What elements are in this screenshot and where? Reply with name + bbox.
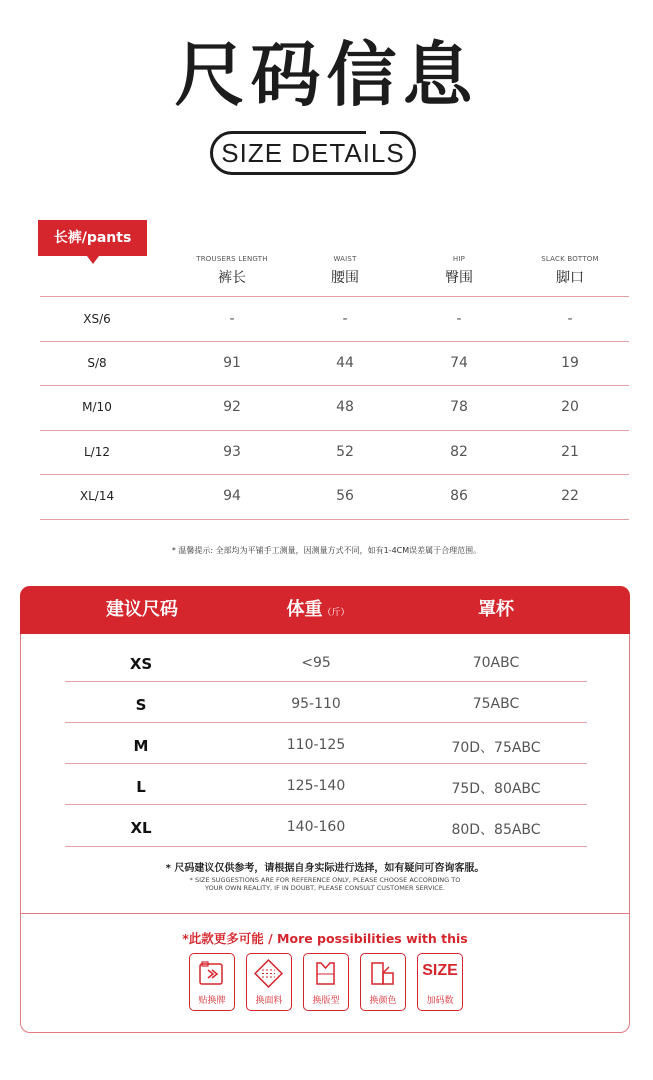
- suggest-cup: 70D、75ABC: [451, 740, 541, 756]
- row-size-label: XS/6: [83, 312, 111, 326]
- suggest-divider: [65, 681, 587, 682]
- style-swap-option: [303, 953, 349, 1011]
- suggest-weight: <95: [301, 655, 331, 671]
- row-size-label: S/8: [87, 356, 107, 370]
- col-header-cn-bottom: 脚口: [556, 270, 584, 286]
- table-divider: [40, 430, 629, 431]
- suggest-weight: 140-160: [286, 819, 346, 835]
- color-swap-icon: [367, 958, 398, 989]
- suggestion-note-en-line1: * SIZE SUGGESTIONS ARE FOR REFERENCE ONLY, PLEASE CHOOSE ACCORDING TO: [189, 876, 461, 884]
- icon-label: 换面料: [255, 996, 283, 1006]
- table-cell: 19: [561, 355, 579, 371]
- measurement-note: * 温馨提示: 全部均为平铺手工测量，因测量方式不同，如有1-4CM误差属于合理范围。: [171, 546, 482, 555]
- row-size-label: XL/14: [79, 489, 115, 503]
- table-cell: 21: [561, 444, 579, 460]
- label-swap-icon: [196, 958, 227, 989]
- suggestion-note: * 尺码建议仅供参考，请根据自身实际进行选择，如有疑问可咨询客服。: [165, 863, 485, 874]
- style-swap-icon: [310, 958, 341, 989]
- suggest-cup: 75D、80ABC: [451, 781, 541, 797]
- table-cell: 74: [450, 355, 468, 371]
- table-cell: -: [456, 311, 462, 327]
- table-cell: 56: [336, 488, 354, 504]
- header-cup: 罩杯: [478, 599, 514, 620]
- suggest-size: S: [135, 696, 147, 714]
- col-header-en-bottom: SLACK BOTTOM: [541, 255, 599, 263]
- page-subtitle: SIZE DETAILS: [221, 138, 405, 168]
- suggest-size: L: [136, 778, 146, 796]
- pants-tag-arrow: [87, 256, 99, 264]
- header-weight-unit: （斤）: [322, 608, 350, 618]
- header-suggested-size: 建议尺码: [106, 599, 178, 620]
- icon-label: 换颜色: [369, 996, 397, 1006]
- row-size-label: L/12: [84, 445, 110, 459]
- col-header-en-hip: HIP: [452, 255, 466, 263]
- more-possibilities-title: *此款更多可能 / More possibilities with this: [182, 931, 468, 946]
- col-header-cn-hip: 臀围: [445, 270, 473, 286]
- fabric-swap-option: [246, 953, 292, 1011]
- suggest-size: XS: [129, 655, 153, 673]
- suggest-size: XL: [130, 819, 152, 837]
- size-add-option: [417, 953, 463, 1011]
- color-swap-option: [360, 953, 406, 1011]
- header-weight-label: 体重: [286, 599, 323, 620]
- table-cell: 44: [336, 355, 354, 371]
- header-weight: [218, 586, 418, 634]
- col-header-en-waist: WAIST: [333, 255, 357, 263]
- pants-tag: 长裤/pants: [38, 220, 147, 256]
- table-cell: 92: [223, 399, 241, 415]
- table-cell: 82: [450, 444, 468, 460]
- suggest-cup: 80D、85ABC: [451, 822, 541, 838]
- row-size-label: M/10: [82, 400, 112, 414]
- suggest-weight: 125-140: [286, 778, 346, 794]
- fabric-swap-icon: [253, 958, 284, 989]
- suggest-divider: [65, 763, 587, 764]
- suggestion-note-en: [160, 876, 490, 892]
- suggest-divider: [65, 846, 587, 847]
- suggest-weight: 110-125: [286, 737, 346, 753]
- table-cell: 78: [450, 399, 468, 415]
- panel-divider: [20, 913, 630, 914]
- table-cell: -: [229, 311, 235, 327]
- table-cell: 86: [450, 488, 468, 504]
- table-divider: [40, 341, 629, 342]
- suggest-divider: [65, 722, 587, 723]
- table-divider: [40, 519, 629, 520]
- suggestion-note-en-line2: YOUR OWN REALITY, IF IN DOUBT, PLEASE CONSULT CUSTOMER SERVICE.: [204, 884, 446, 892]
- table-cell: 20: [561, 399, 579, 415]
- suggest-weight: 95-110: [291, 696, 341, 712]
- table-divider: [40, 474, 629, 475]
- col-header-cn-waist: 腰围: [331, 270, 359, 286]
- col-header-en-length: TROUSERS LENGTH: [196, 255, 268, 263]
- table-divider: [40, 296, 629, 297]
- table-cell: 93: [223, 444, 241, 460]
- table-divider: [40, 385, 629, 386]
- page-title: 尺码信息: [174, 34, 479, 116]
- table-cell: 48: [336, 399, 354, 415]
- icon-label: 贴换牌: [198, 996, 226, 1006]
- icon-label: 换版型: [312, 996, 340, 1006]
- suggest-cup: 75ABC: [472, 696, 520, 712]
- table-cell: 22: [561, 488, 579, 504]
- suggest-cup: 70ABC: [472, 655, 520, 671]
- table-cell: 91: [223, 355, 241, 371]
- col-header-cn-length: 裤长: [218, 270, 246, 286]
- suggest-divider: [65, 804, 587, 805]
- suggest-size: M: [133, 737, 149, 755]
- table-cell: 94: [223, 488, 241, 504]
- icon-label: 加码数: [426, 996, 454, 1006]
- table-cell: -: [342, 311, 348, 327]
- label-swap-option: [189, 953, 235, 1011]
- table-cell: 52: [336, 444, 354, 460]
- table-cell: -: [567, 311, 573, 327]
- size-add-icon: SIZE: [422, 962, 458, 979]
